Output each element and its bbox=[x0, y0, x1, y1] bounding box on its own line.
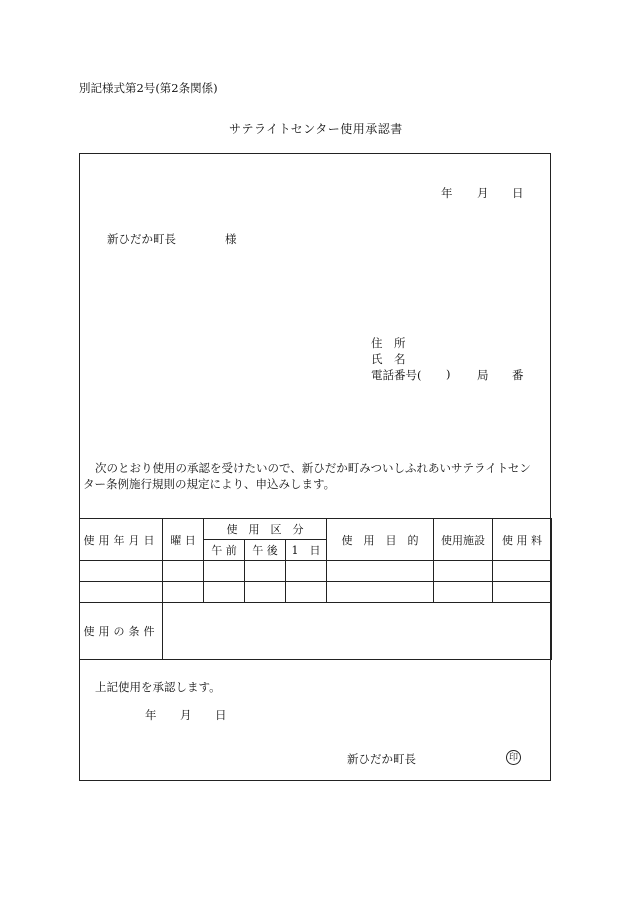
header-purpose: 使 用 目 的 bbox=[327, 519, 434, 561]
request-text-line1: 次のとおり使用の承認を受けたいので、新ひだか町みついしふれあいサテライトセン bbox=[95, 461, 531, 475]
document-title: サテライトセンター使用承認書 bbox=[229, 122, 403, 136]
use-date-cell[interactable] bbox=[80, 561, 163, 582]
name-label: 氏 名 bbox=[371, 352, 406, 366]
approval-date-month: 月 bbox=[180, 708, 192, 722]
addressee-honorific: 様 bbox=[225, 232, 237, 246]
header-fullday: 1 日 bbox=[286, 540, 327, 561]
table-row bbox=[80, 561, 552, 582]
approval-date-year: 年 bbox=[145, 708, 157, 722]
conditions-cell[interactable] bbox=[163, 603, 552, 660]
usage-table bbox=[79, 518, 552, 660]
seal-mark: 印 bbox=[506, 750, 521, 765]
afternoon-cell[interactable] bbox=[245, 582, 286, 603]
facility-cell[interactable] bbox=[434, 561, 493, 582]
header-facility: 使用施設 bbox=[434, 519, 493, 561]
use-date-cell[interactable] bbox=[80, 582, 163, 603]
form-number-note: 別記様式第2号(第2条関係) bbox=[79, 81, 218, 95]
request-text-line2: ター条例施行規則の規定により、申込みします。 bbox=[83, 477, 336, 491]
weekday-cell[interactable] bbox=[163, 582, 204, 603]
date-year: 年 bbox=[441, 186, 453, 200]
morning-cell[interactable] bbox=[204, 582, 245, 603]
approval-date-day: 日 bbox=[215, 708, 227, 722]
conditions-label: 使用の条件 bbox=[80, 603, 163, 660]
fee-cell[interactable] bbox=[493, 582, 552, 603]
date-day: 日 bbox=[512, 186, 524, 200]
morning-cell[interactable] bbox=[204, 561, 245, 582]
phone-ban: 番 bbox=[512, 368, 524, 382]
purpose-cell[interactable] bbox=[327, 582, 434, 603]
phone-paren-close: ) bbox=[446, 367, 451, 381]
date-month: 月 bbox=[477, 186, 489, 200]
header-afternoon: 午 後 bbox=[245, 540, 286, 561]
header-morning: 午 前 bbox=[204, 540, 245, 561]
facility-cell[interactable] bbox=[434, 582, 493, 603]
phone-label: 電話番号( bbox=[371, 368, 422, 382]
fullday-cell[interactable] bbox=[286, 582, 327, 603]
fullday-cell[interactable] bbox=[286, 561, 327, 582]
approval-text: 上記使用を承認します。 bbox=[95, 680, 221, 694]
fee-cell[interactable] bbox=[493, 561, 552, 582]
header-use-date: 使用年月日 bbox=[80, 519, 163, 561]
addressee-name: 新ひだか町長 bbox=[107, 232, 176, 246]
phone-kyoku: 局 bbox=[477, 368, 489, 382]
purpose-cell[interactable] bbox=[327, 561, 434, 582]
header-weekday: 曜 日 bbox=[163, 519, 204, 561]
table-row bbox=[80, 582, 552, 603]
approver-name: 新ひだか町長 bbox=[347, 752, 416, 766]
header-fee: 使 用 料 bbox=[493, 519, 552, 561]
afternoon-cell[interactable] bbox=[245, 561, 286, 582]
address-label: 住 所 bbox=[371, 336, 406, 350]
header-category: 使 用 区 分 bbox=[204, 519, 327, 540]
weekday-cell[interactable] bbox=[163, 561, 204, 582]
